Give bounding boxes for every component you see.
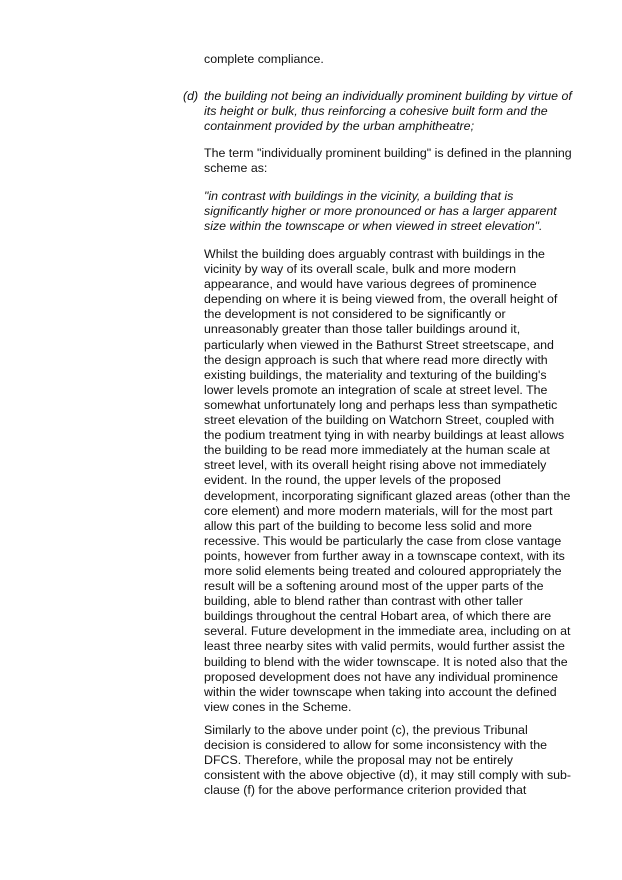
item-d-marker: (d) (183, 89, 199, 103)
analysis-paragraph: Whilst the building does arguably contrast with buildings in the vicinity by way of its overall scale, bulk and more modern appearance, and would have various degrees of prominence depending on where it is being viewed from, the overall height of the development is not considered to be significantly or unreasonably greater than those taller buildings around it, particularly when viewed in the Bathurst Street streetscape, and the design approach is such that where read more directly with existing buildings, the materiality and texturing of the building's lower levels promote an integration of scale at street level. The somewhat unfortunately long and perhaps less than sympathetic street elevation of the building on Watchorn Street, coupled with the podium treatment tying in with nearby buildings at least allows the building to be read more immediately at the human scale at street level, with its overall height rising above not immediately evident. In the round, the upper levels of the proposed development, incorporating significant glazed areas (other than the core element) and more modern materials, will for the most part allow this part of the building to become less solid and more recessive. This would be particularly the case from close vantage points, however from further away in a townscape context, with its more solid elements being treated and coloured appropriately the result will be a softening around most of the upper parts of the building, able to blend rather than contrast with other taller buildings throughout the central Hobart area, of which there are several. Future development in the immediate area, including on at least three nearby sites with valid permits, would further assist the building to blend with the wider townscape. It is noted also that the proposed development does not have any individual prominence within the wider townscape when taking into account the defined view cones in the Scheme. (204, 247, 571, 714)
definition-quote: "in contrast with buildings in the vicinity, a building that is significantly higher or more pronounced or has a larger apparent size within the townscape or when viewed in street elevation". (204, 189, 557, 234)
item-d-text: the building not being an individually prominent building by virtue of its height or bulk, thus reinforcing a cohesive built form and the containment provided by the urban amphitheatre; (204, 89, 572, 134)
definition-intro: The term "individually prominent building" is defined in the planning scheme as: (204, 146, 572, 176)
conclusion-paragraph: Similarly to the above under point (c), the previous Tribunal decision is considered to allow for some inconsistency with the DFCS. Therefore, while the proposal may not be entirely consistent with the above objective (d), it may still comply with sub-clause (f) for the above performance criterion provided that (204, 723, 572, 798)
continuation-text: complete compliance. (204, 52, 324, 66)
